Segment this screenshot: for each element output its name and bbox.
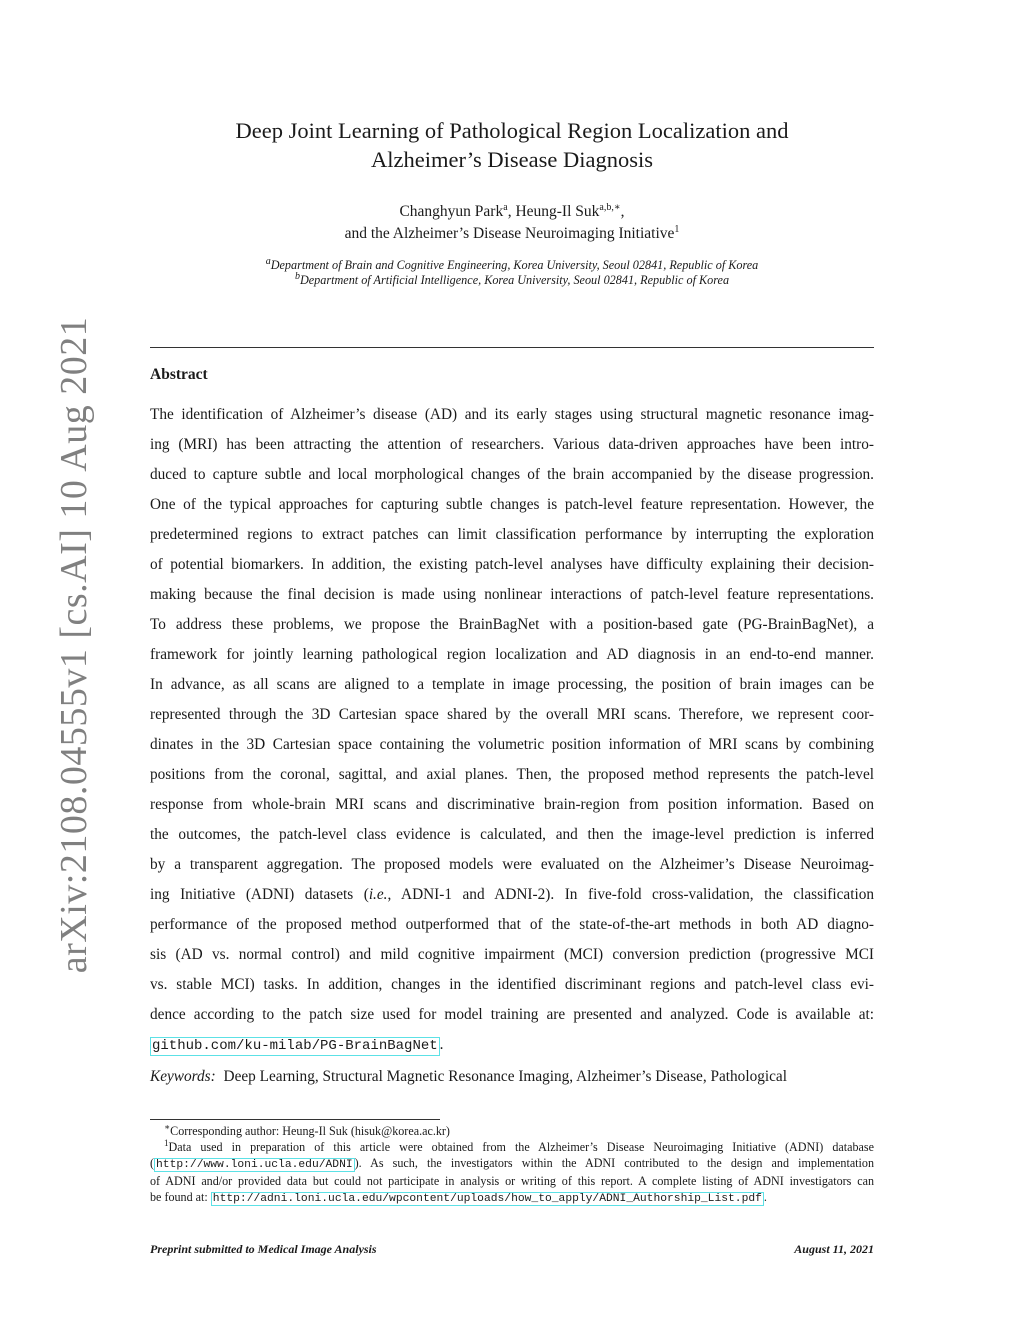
footnotes [150, 1123, 874, 1207]
abstract-body [150, 400, 874, 1060]
footnote-text: Corresponding author: Heung-Il Suk (hisuk@korea.ac.kr) [170, 1124, 450, 1138]
abstract-text: . [439, 1036, 444, 1053]
author-affil-mark: a [503, 201, 508, 213]
title-line-1: Deep Joint Learning of Pathological Region Localization and [235, 118, 789, 143]
footnote-line [150, 1189, 874, 1207]
abstract-text: ing Initiative (ADNI) datasets ( [150, 886, 369, 903]
author-line-1 [150, 201, 874, 223]
abstract-text: , ADNI-1 and ADNI-2). In five-fold cross-validation, the classification [387, 886, 874, 903]
footnote-rule [150, 1119, 440, 1120]
abstract-line: performance of the proposed method outperformed that of the state-of-the-art methods in both AD diagno- [150, 916, 874, 933]
abstract-line: predetermined regions to extract patches can limit classification performance by interrupting the exploration [150, 526, 874, 543]
abstract-top-rule [150, 347, 874, 348]
abstract-line: by a transparent aggregation. The proposed models were evaluated on the Alzheimer’s Disease Neuroimag- [150, 856, 874, 873]
title-line-2: Alzheimer’s Disease Diagnosis [370, 147, 654, 172]
author-line-2 [150, 223, 874, 245]
abstract-line: the outcomes, the patch-level class evidence is calculated, and then the image-level prediction is inferred [150, 826, 874, 843]
abstract-line: duced to capture subtle and local morphological changes of the brain accompanied by the disease progression. [150, 466, 874, 483]
affiliations [150, 255, 874, 288]
consortium-name: and the Alzheimer’s Disease Neuroimaging Initiative [344, 225, 675, 242]
abstract-line: framework for jointly learning pathological region localization and AD diagnosis in an end-to-end manner. [150, 646, 874, 663]
abstract-heading: Abstract [150, 366, 208, 383]
footnote-text: Data used in preparation of this article were obtained from the Alzheimer’s Disease Neuroimaging Initiative (ADNI) database [168, 1140, 874, 1154]
abstract-line: sis (AD vs. normal control) and mild cognitive impairment (MCI) conversion prediction (progressive MCI [150, 946, 874, 963]
abstract-line: response from whole-brain MRI scans and discriminative brain-region from position information. Based on [150, 796, 874, 813]
footnote-text: ( [150, 1156, 155, 1170]
arxiv-identifier-stamp: arXiv:2108.04555v1 [cs.AI] 10 Aug 2021 [53, 316, 95, 974]
abstract-line: ing (MRI) has been attracting the attention of researchers. Various data-driven approaches have been intro- [150, 436, 874, 453]
abstract-line: The identification of Alzheimer’s disease (AD) and its early stages using structural magnetic resonance imag- [150, 406, 874, 423]
abstract-line: of potential biomarkers. In addition, the existing patch-level analyses have difficulty explaining their decision- [150, 556, 874, 573]
affiliation-mark: a [265, 255, 271, 267]
abstract-line: making because the final decision is made using nonlinear interactions of patch-level feature representations. [150, 586, 874, 603]
abstract-line: represented through the 3D Cartesian space shared by the overall MRI scans. Therefore, we represent coor- [150, 706, 874, 723]
adni-link[interactable]: http://www.loni.ucla.edu/ADNI [156, 1159, 353, 1171]
keywords-text: Deep Learning, Structural Magnetic Resonance Imaging, Alzheimer’s Disease, Pathological [223, 1068, 787, 1085]
author-name: Heung-Il Suk [515, 203, 600, 220]
footnote-mark: ∗ [164, 1121, 171, 1132]
footnote-line: of ADNI and/or provided data but could not participate in analysis or writing of this report. A complete listing of ADNI investigators can [150, 1174, 874, 1188]
adni-authorship-link[interactable]: http://adni.loni.ucla.edu/wpcontent/uploads/how_to_apply/ADNI_Authorship_List.pdf [212, 1193, 762, 1205]
abstract-line: In advance, as all scans are aligned to a template in image processing, the position of brain images can be [150, 676, 874, 693]
affiliation-text: Department of Brain and Cognitive Engineering, Korea University, Seoul 02841, Republic of Korea [270, 258, 759, 272]
footnote-line [150, 1155, 874, 1173]
footer-preprint-note: Preprint submitted to Medical Image Analysis [150, 1242, 377, 1256]
abstract-line: dinates in the 3D Cartesian space containing the volumetric position information of MRI scans by combining [150, 736, 874, 753]
footnote-ref: 1 [674, 223, 680, 235]
author-name: Changhyun Park [399, 203, 504, 220]
abstract-line: dence according to the patch size used for model training are presented and analyzed. Code is available at: [150, 1006, 874, 1023]
paper-title [150, 116, 874, 174]
abstract-line [150, 880, 874, 910]
code-repository-link[interactable]: github.com/ku-milab/PG-BrainBagNet [152, 1038, 438, 1054]
author-separator: , [507, 203, 516, 220]
footnote-mark: 1 [164, 1137, 169, 1148]
keywords [150, 1064, 874, 1090]
footer-date: August 11, 2021 [794, 1242, 874, 1256]
abstract-line: vs. stable MCI) tasks. In addition, changes in the identified discriminant regions and patch-level class evi- [150, 976, 874, 993]
author-trail: , [620, 203, 625, 220]
abstract-line [150, 1030, 874, 1060]
footnote-text: ). As such, the investigators within the ADNI contributed to the design and implementation [354, 1156, 874, 1170]
affiliation-line [150, 270, 874, 288]
author-block [150, 201, 874, 245]
affiliation-text: Department of Artificial Intelligence, Korea University, Seoul 02841, Republic of Korea [299, 273, 730, 287]
abstract-emphasis: i.e. [368, 886, 388, 903]
abstract-line: One of the typical approaches for capturing subtle changes is patch-level feature representation. However, the [150, 496, 874, 513]
footnote-text: be found at: [150, 1190, 211, 1204]
abstract-line: positions from the coronal, sagittal, and axial planes. Then, the proposed method represents the patch-level [150, 766, 874, 783]
abstract-line: To address these problems, we propose the BrainBagNet with a position-based gate (PG-BrainBagNet), a [150, 616, 874, 633]
author-affil-mark: a,b,∗ [599, 201, 621, 213]
footnote-corresponding [150, 1123, 874, 1139]
footnote-text: . [763, 1190, 767, 1204]
footnote-line [150, 1139, 874, 1155]
affiliation-line [150, 255, 874, 273]
keywords-label: Keywords: [150, 1068, 216, 1085]
affiliation-mark: b [294, 270, 300, 282]
